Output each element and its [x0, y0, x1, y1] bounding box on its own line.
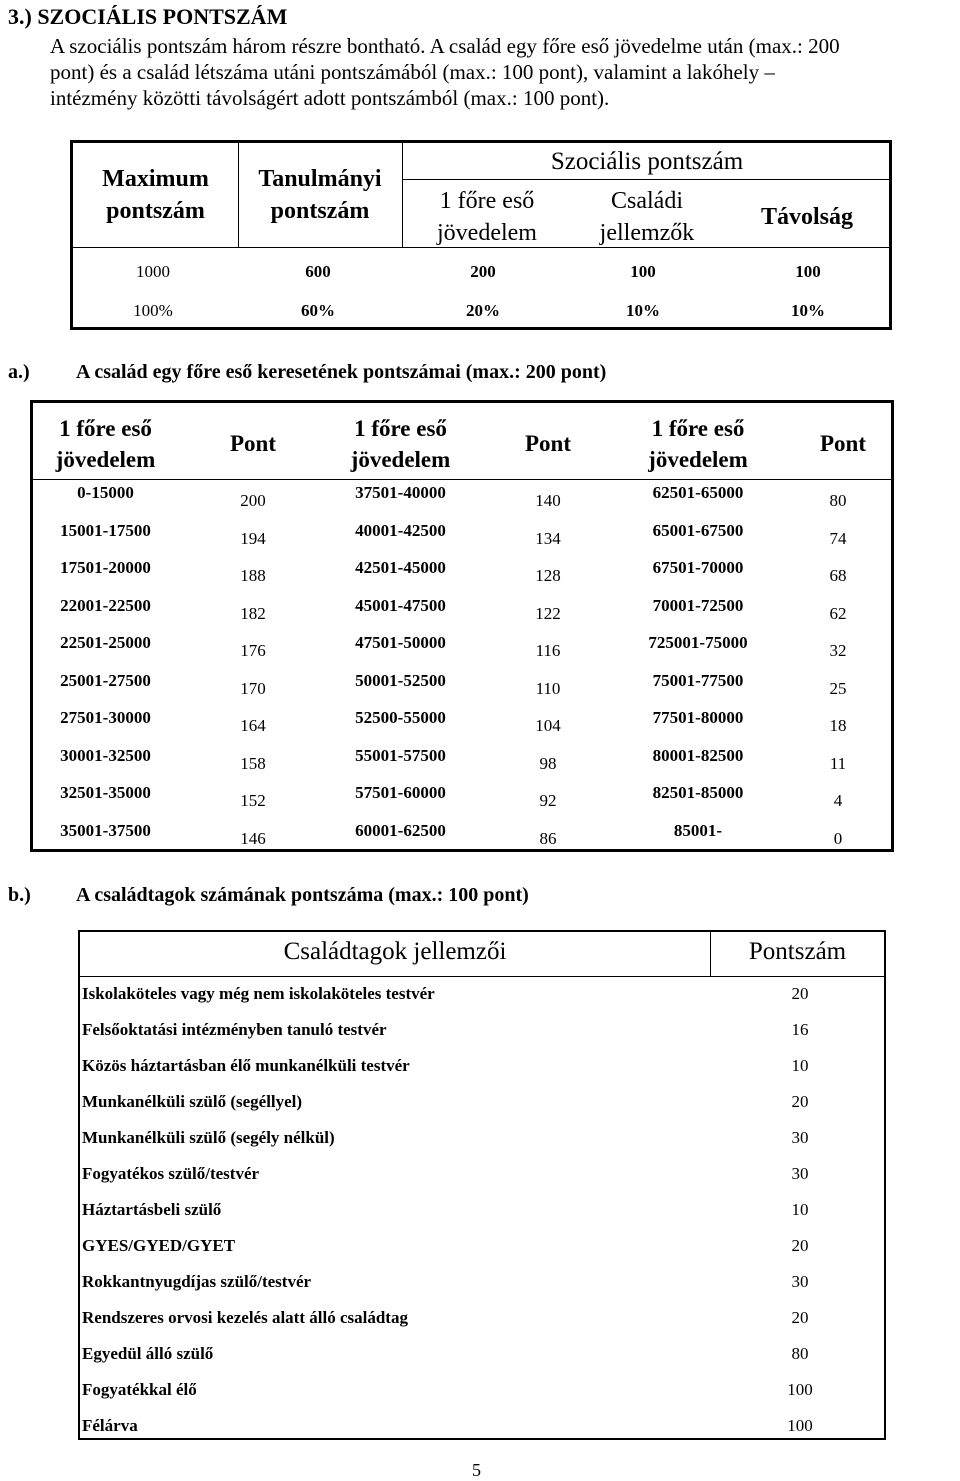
col-tan-line1: Tanulmányi: [258, 166, 382, 192]
t2-cell-r0-c3: 140: [535, 491, 561, 510]
score-summary-table: [70, 140, 892, 330]
col-jov-line2: jövedelem: [437, 220, 537, 246]
t2-cell-r4-c3: 116: [535, 641, 561, 660]
page-number: 5: [472, 1460, 481, 1480]
t2-cell-r0-c4: 62501-65000: [652, 483, 744, 502]
t2-cell-r9-c2: 60001-62500: [355, 820, 446, 840]
t2-cell-r1-c3: 134: [535, 528, 561, 548]
t2-cell-r5-c4: 75001-77500: [652, 670, 744, 690]
t1-percent-3: 10%: [626, 301, 660, 320]
t1-points-4: 100: [795, 262, 821, 281]
t2-cell-r6-c1: 164: [240, 716, 266, 735]
t2-cell-r1-c1: 194: [240, 528, 266, 548]
intro-line-1: A szociális pontszám három részre bontható. A család egy főre eső jövedelme után (max.: 200: [50, 34, 840, 58]
t2-cell-r3-c4: 70001-72500: [652, 595, 744, 615]
section-b-title: A családtagok számának pontszáma (max.: 100 pont): [76, 884, 529, 906]
t2-cell-r4-c1: 176: [240, 641, 266, 660]
t3-row-label-12: Félárva: [82, 1416, 138, 1435]
family-points-table: [78, 930, 886, 1440]
t2-hd-income-2b: jövedelem: [350, 447, 451, 472]
t2-cell-r8-c1: 152: [240, 791, 266, 810]
income-points-table: [30, 400, 894, 852]
t3-row-value-4: 30: [791, 1128, 809, 1147]
t2-cell-r5-c2: 50001-52500: [355, 670, 446, 690]
t2-cell-r1-c2: 40001-42500: [355, 520, 446, 540]
section-a-title: A család egy főre eső keresetének pontszámai (max.: 200 pont): [76, 361, 607, 383]
t2-cell-r9-c3: 86: [539, 828, 557, 848]
t2-cell-r5-c3: 110: [535, 678, 561, 698]
t2-cell-r8-c2: 57501-60000: [355, 783, 446, 802]
col-tav: Távolság: [760, 204, 853, 230]
t2-cell-r9-c0: 35001-37500: [60, 820, 151, 840]
t2-cell-r2-c5: 68: [829, 566, 847, 585]
t2-hd-point-2: Pont: [525, 431, 571, 456]
t2-cell-r3-c2: 45001-47500: [355, 595, 446, 615]
t2-hd-income-1a: 1 főre eső: [59, 416, 152, 441]
t2-cell-r2-c3: 128: [535, 566, 561, 585]
col-tan-line2: pontszám: [270, 198, 370, 224]
t2-cell-r1-c4: 65001-67500: [652, 520, 744, 540]
t2-cell-r3-c0: 22001-22500: [60, 595, 151, 615]
t2-cell-r2-c1: 188: [240, 566, 266, 585]
t3-row-label-3: Munkanélküli szülő (segéllyel): [82, 1092, 303, 1111]
intro-line-3: intézmény közötti távolságért adott pontszámból (max.: 100 pont).: [50, 86, 610, 110]
section-heading: 3.) SZOCIÁLIS PONTSZÁM: [8, 4, 288, 29]
t1-points-0: 1000: [136, 262, 170, 281]
t3-row-value-6: 10: [791, 1200, 809, 1219]
t2-cell-r6-c0: 27501-30000: [60, 708, 151, 727]
t1-percent-1: 60%: [301, 301, 335, 320]
t2-cell-r6-c4: 77501-80000: [652, 708, 744, 727]
t3-row-label-10: Egyedül álló szülő: [82, 1344, 214, 1363]
t3-row-label-11: Fogyatékkal élő: [82, 1380, 197, 1399]
t2-cell-r5-c0: 25001-27500: [60, 670, 151, 690]
t2-cell-r7-c2: 55001-57500: [355, 745, 446, 765]
col-csal-line1: Családi: [611, 188, 683, 214]
col-jov-line1: 1 főre eső: [439, 188, 535, 214]
t2-cell-r6-c3: 104: [535, 716, 561, 735]
t2-hd-income-3a: 1 főre eső: [651, 416, 745, 441]
t2-cell-r7-c4: 80001-82500: [652, 745, 744, 765]
t2-cell-r5-c5: 25: [829, 678, 847, 698]
t3-row-value-7: 20: [791, 1236, 809, 1255]
section-a-label: a.): [8, 361, 30, 383]
t3-row-label-0: Iskolaköteles vagy még nem iskolaköteles testvér: [82, 984, 435, 1003]
t2-cell-r7-c1: 158: [240, 753, 266, 773]
t3-row-label-5: Fogyatékos szülő/testvér: [82, 1164, 260, 1183]
t3-row-value-8: 30: [791, 1272, 809, 1291]
t2-hd-income-3b: jövedelem: [648, 447, 748, 472]
col-max-line2: pontszám: [106, 198, 205, 224]
t2-cell-r4-c4: 725001-75000: [648, 633, 748, 652]
t2-cell-r6-c2: 52500-55000: [355, 708, 446, 727]
t2-cell-r9-c4: 85001-: [673, 820, 723, 840]
t3-row-value-12: 100: [787, 1416, 813, 1435]
section-b-label: b.): [8, 884, 31, 906]
t2-cell-r0-c1: 200: [240, 491, 266, 510]
t2-cell-r0-c2: 37501-40000: [355, 483, 446, 502]
t1-points-1: 600: [305, 262, 331, 281]
t2-cell-r1-c5: 74: [829, 528, 847, 548]
t3-row-value-3: 20: [791, 1092, 809, 1111]
t1-points-3: 100: [630, 262, 656, 281]
t2-cell-r4-c2: 47501-50000: [355, 633, 446, 652]
t2-cell-r8-c4: 82501-85000: [652, 783, 744, 802]
t2-cell-r9-c5: 0: [833, 828, 843, 848]
t3-row-label-7: GYES/GYED/GYET: [82, 1236, 236, 1255]
t2-hd-point-1: Pont: [230, 431, 276, 456]
t2-cell-r0-c0: 0-15000: [77, 483, 134, 502]
t3-hd-right: Pontszám: [748, 938, 847, 965]
t2-cell-r8-c0: 32501-35000: [60, 783, 151, 802]
t2-cell-r5-c1: 170: [240, 678, 266, 698]
t2-cell-r7-c0: 30001-32500: [60, 745, 151, 765]
t3-row-label-2: Közös háztartásban élő munkanélküli testvér: [82, 1056, 410, 1075]
t3-row-value-11: 100: [787, 1380, 813, 1399]
t2-cell-r2-c0: 17501-20000: [60, 558, 151, 577]
t3-row-label-1: Felsőoktatási intézményben tanuló testvér: [82, 1020, 387, 1039]
t2-cell-r3-c3: 122: [535, 603, 561, 623]
t2-cell-r8-c5: 4: [833, 791, 843, 810]
t3-row-value-0: 20: [791, 984, 809, 1003]
t2-cell-r3-c1: 182: [240, 603, 266, 623]
t2-cell-r8-c3: 92: [539, 791, 557, 810]
t3-row-value-9: 20: [791, 1308, 809, 1327]
t2-cell-r6-c5: 18: [829, 716, 847, 735]
t3-row-label-9: Rendszeres orvosi kezelés alatt álló családtag: [82, 1308, 408, 1327]
t1-percent-0: 100%: [133, 301, 173, 320]
t2-cell-r2-c2: 42501-45000: [355, 558, 446, 577]
t3-row-value-1: 16: [791, 1020, 809, 1039]
t3-hd-left: Családtagok jellemzői: [283, 938, 507, 965]
t2-hd-income-2a: 1 főre eső: [354, 416, 447, 441]
t1-percent-4: 10%: [791, 301, 825, 320]
t2-cell-r7-c5: 11: [829, 753, 847, 773]
t2-hd-income-1b: jövedelem: [55, 447, 156, 472]
t2-cell-r7-c3: 98: [539, 753, 557, 773]
t2-cell-r9-c1: 146: [240, 828, 266, 848]
t2-cell-r4-c0: 22501-25000: [60, 633, 151, 652]
t3-row-label-4: Munkanélküli szülő (segély nélkül): [82, 1128, 335, 1147]
t2-cell-r1-c0: 15001-17500: [60, 520, 151, 540]
group-header-social: Szociális pontszám: [550, 148, 744, 175]
t3-row-value-10: 80: [791, 1344, 809, 1363]
col-csal-line2: jellemzők: [599, 220, 695, 246]
t1-percent-2: 20%: [466, 301, 500, 320]
t3-row-label-8: Rokkantnyugdíjas szülő/testvér: [82, 1272, 312, 1291]
intro-line-2: pont) és a család létszáma utáni pontszámából (max.: 100 pont), valamint a lakóhely –: [50, 60, 775, 84]
t1-points-2: 200: [470, 262, 496, 281]
t2-cell-r0-c5: 80: [829, 491, 847, 510]
t3-row-label-6: Háztartásbeli szülő: [82, 1200, 222, 1219]
col-max-line1: Maximum: [102, 166, 209, 192]
t2-hd-point-3: Pont: [820, 431, 866, 456]
t2-cell-r3-c5: 62: [829, 603, 847, 623]
t3-row-value-5: 30: [791, 1164, 809, 1183]
t3-row-value-2: 10: [791, 1056, 809, 1075]
t2-cell-r2-c4: 67501-70000: [652, 558, 744, 577]
t2-cell-r4-c5: 32: [829, 641, 847, 660]
